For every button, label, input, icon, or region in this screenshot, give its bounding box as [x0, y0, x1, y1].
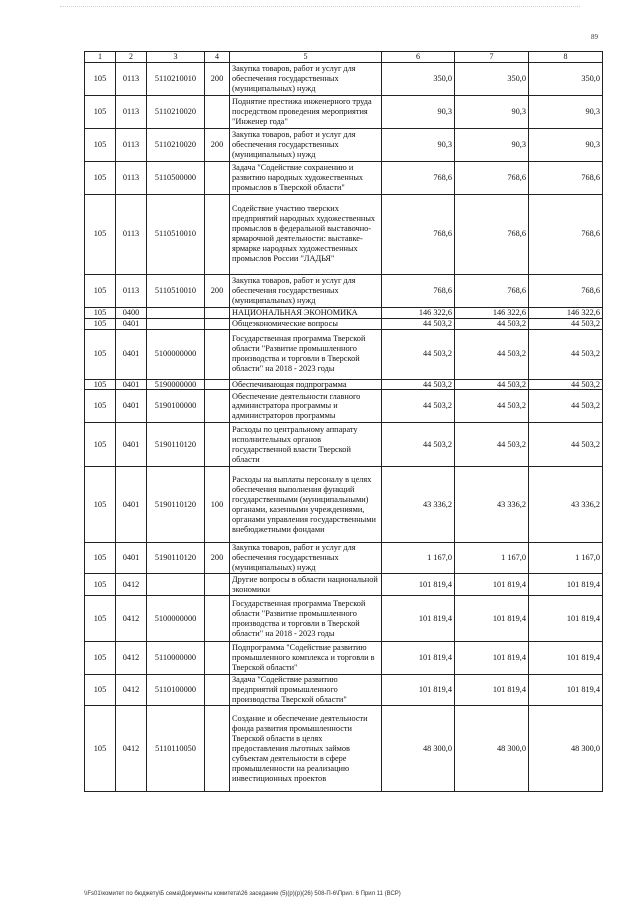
code-expense-cell	[205, 574, 230, 596]
value-col7-cell: 101 819,4	[455, 596, 529, 642]
header-cell: 3	[147, 52, 205, 63]
code-section-cell: 0412	[116, 706, 147, 792]
file-path-footer: \\Fs01\комитет по бюджету\Б сема\Документы комитета\26 заседание (5)(р)(р)(26) 508-П-6\Прил. 6 Прил 11 (ВСР)	[84, 891, 401, 897]
code-chapter-cell: 105	[85, 307, 116, 318]
code-target-cell: 5110210010	[147, 62, 205, 95]
code-section-cell: 0113	[116, 62, 147, 95]
description-cell: Обеспечение деятельности главного администратора программы и администраторов программы	[230, 390, 382, 423]
description-cell: Закупка товаров, работ и услуг для обеспечения государственных (муниципальных) нужд	[230, 62, 382, 95]
value-col8-cell: 90,3	[529, 95, 603, 128]
code-target-cell: 5110110050	[147, 706, 205, 792]
code-target-cell: 5110500000	[147, 161, 205, 194]
header-cell: 8	[529, 52, 603, 63]
value-col7-cell: 101 819,4	[455, 574, 529, 596]
value-col6-cell: 768,6	[382, 194, 455, 274]
code-expense-cell	[205, 596, 230, 642]
value-col6-cell: 350,0	[382, 62, 455, 95]
value-col7-cell: 90,3	[455, 128, 529, 161]
table-row	[85, 423, 603, 467]
code-section-cell: 0401	[116, 318, 147, 329]
code-chapter-cell: 105	[85, 706, 116, 792]
code-section-cell: 0401	[116, 329, 147, 379]
description-cell: Задача "Содействие развитию предприятий промышленного производства Тверской области"	[230, 675, 382, 706]
code-chapter-cell: 105	[85, 423, 116, 467]
value-col7-cell: 1 167,0	[455, 543, 529, 574]
code-chapter-cell: 105	[85, 274, 116, 307]
value-col8-cell: 146 322,6	[529, 307, 603, 318]
value-col6-cell: 44 503,2	[382, 390, 455, 423]
code-chapter-cell: 105	[85, 62, 116, 95]
table-row	[85, 161, 603, 194]
code-expense-cell: 100	[205, 467, 230, 543]
code-expense-cell: 200	[205, 274, 230, 307]
description-cell: Содействие участию тверских предприятий народных художественных промыслов в федеральной выставочно-ярмарочной деятельности: выставке-ярмарке народных художественных промыслов России "ЛАДЬЯ"	[230, 194, 382, 274]
description-cell: Расходы на выплаты персоналу в целях обеспечения выполнения функций государственными (муниципальными) органами, казенными учреждениями, органами управления государственными внебюджетными фондами	[230, 467, 382, 543]
code-section-cell: 0412	[116, 675, 147, 706]
header-cell: 6	[382, 52, 455, 63]
code-chapter-cell: 105	[85, 596, 116, 642]
value-col7-cell: 768,6	[455, 161, 529, 194]
code-section-cell: 0113	[116, 95, 147, 128]
code-section-cell: 0401	[116, 543, 147, 574]
header-cell: 2	[116, 52, 147, 63]
description-cell: Государственная программа Тверской области "Развитие промышленного производства и торговли в Тверской области" на 2018 - 2023 годы	[230, 596, 382, 642]
value-col8-cell: 101 819,4	[529, 596, 603, 642]
table-row	[85, 574, 603, 596]
table-row	[85, 307, 603, 318]
value-col6-cell: 768,6	[382, 274, 455, 307]
value-col6-cell: 101 819,4	[382, 675, 455, 706]
code-expense-cell: 200	[205, 543, 230, 574]
value-col7-cell: 90,3	[455, 95, 529, 128]
value-col8-cell: 44 503,2	[529, 423, 603, 467]
code-section-cell: 0412	[116, 596, 147, 642]
code-target-cell: 5110510010	[147, 194, 205, 274]
description-cell: Расходы по центральному аппарату исполнительных органов государственной власти Тверской области	[230, 423, 382, 467]
value-col8-cell: 768,6	[529, 194, 603, 274]
table-row	[85, 675, 603, 706]
code-chapter-cell: 105	[85, 318, 116, 329]
value-col8-cell: 90,3	[529, 128, 603, 161]
value-col8-cell: 101 819,4	[529, 574, 603, 596]
description-cell: Подпрограмма "Содействие развитию промышленного комплекса и торговли в Тверской области"	[230, 642, 382, 675]
code-chapter-cell: 105	[85, 390, 116, 423]
description-cell: Общеэкономические вопросы	[230, 318, 382, 329]
value-col7-cell: 350,0	[455, 62, 529, 95]
value-col6-cell: 768,6	[382, 161, 455, 194]
code-target-cell: 5190110120	[147, 423, 205, 467]
value-col7-cell: 101 819,4	[455, 642, 529, 675]
value-col6-cell: 44 503,2	[382, 318, 455, 329]
table-row	[85, 379, 603, 390]
code-expense-cell	[205, 161, 230, 194]
value-col6-cell: 101 819,4	[382, 574, 455, 596]
code-chapter-cell: 105	[85, 467, 116, 543]
description-cell: Государственная программа Тверской области "Развитие промышленного производства и торговли в Тверской области" на 2018 - 2023 годы	[230, 329, 382, 379]
code-target-cell: 5190110120	[147, 543, 205, 574]
code-chapter-cell: 105	[85, 95, 116, 128]
code-target-cell	[147, 574, 205, 596]
code-chapter-cell: 105	[85, 642, 116, 675]
table-row	[85, 329, 603, 379]
code-section-cell: 0113	[116, 274, 147, 307]
code-target-cell: 5110510010	[147, 274, 205, 307]
value-col6-cell: 48 300,0	[382, 706, 455, 792]
code-chapter-cell: 105	[85, 128, 116, 161]
value-col7-cell: 44 503,2	[455, 423, 529, 467]
page-number: 89	[591, 33, 598, 41]
value-col6-cell: 44 503,2	[382, 329, 455, 379]
value-col7-cell: 44 503,2	[455, 390, 529, 423]
value-col7-cell: 44 503,2	[455, 379, 529, 390]
description-cell: Создание и обеспечение деятельности фонда развития промышленности Тверской области в целях предоставления льготных займов субъектам деятельности в сфере промышленности на реализацию инвестиционных проектов	[230, 706, 382, 792]
value-col6-cell: 101 819,4	[382, 642, 455, 675]
table-row	[85, 274, 603, 307]
table-row	[85, 194, 603, 274]
value-col7-cell: 43 336,2	[455, 467, 529, 543]
code-target-cell: 5100000000	[147, 329, 205, 379]
code-section-cell: 0401	[116, 379, 147, 390]
table-row	[85, 596, 603, 642]
description-cell: Задача "Содействие сохранению и развитию народных художественных промыслов в Тверской области"	[230, 161, 382, 194]
value-col7-cell: 48 300,0	[455, 706, 529, 792]
value-col6-cell: 90,3	[382, 128, 455, 161]
value-col8-cell: 350,0	[529, 62, 603, 95]
value-col6-cell: 1 167,0	[382, 543, 455, 574]
table-row	[85, 62, 603, 95]
table-row	[85, 128, 603, 161]
table-row	[85, 642, 603, 675]
value-col6-cell: 44 503,2	[382, 379, 455, 390]
value-col7-cell: 146 322,6	[455, 307, 529, 318]
table-row	[85, 467, 603, 543]
code-chapter-cell: 105	[85, 194, 116, 274]
value-col8-cell: 44 503,2	[529, 329, 603, 379]
description-cell: Поднятие престижа инженерного труда посредством проведения мероприятия "Инженер года"	[230, 95, 382, 128]
code-expense-cell	[205, 390, 230, 423]
code-target-cell	[147, 318, 205, 329]
code-target-cell: 5190110120	[147, 467, 205, 543]
value-col7-cell: 768,6	[455, 274, 529, 307]
code-expense-cell	[205, 706, 230, 792]
value-col6-cell: 44 503,2	[382, 423, 455, 467]
code-chapter-cell: 105	[85, 329, 116, 379]
code-expense-cell	[205, 95, 230, 128]
header-cell: 4	[205, 52, 230, 63]
description-cell: Другие вопросы в области национальной экономики	[230, 574, 382, 596]
value-col8-cell: 101 819,4	[529, 675, 603, 706]
table-row	[85, 318, 603, 329]
code-expense-cell	[205, 642, 230, 675]
code-expense-cell: 200	[205, 62, 230, 95]
code-expense-cell	[205, 675, 230, 706]
code-expense-cell	[205, 307, 230, 318]
value-col7-cell: 768,6	[455, 194, 529, 274]
code-chapter-cell: 105	[85, 574, 116, 596]
code-chapter-cell: 105	[85, 543, 116, 574]
value-col8-cell: 48 300,0	[529, 706, 603, 792]
table-row	[85, 95, 603, 128]
value-col8-cell: 44 503,2	[529, 390, 603, 423]
value-col8-cell: 1 167,0	[529, 543, 603, 574]
code-section-cell: 0113	[116, 161, 147, 194]
table-row	[85, 706, 603, 792]
code-section-cell: 0401	[116, 390, 147, 423]
header-cell: 7	[455, 52, 529, 63]
code-target-cell: 5110210020	[147, 128, 205, 161]
code-section-cell: 0400	[116, 307, 147, 318]
code-expense-cell	[205, 318, 230, 329]
table-row	[85, 390, 603, 423]
description-cell: НАЦИОНАЛЬНАЯ ЭКОНОМИКА	[230, 307, 382, 318]
value-col8-cell: 768,6	[529, 161, 603, 194]
code-target-cell: 5110210020	[147, 95, 205, 128]
description-cell: Закупка товаров, работ и услуг для обеспечения государственных (муниципальных) нужд	[230, 274, 382, 307]
budget-table	[84, 51, 603, 792]
code-section-cell: 0401	[116, 423, 147, 467]
code-chapter-cell: 105	[85, 675, 116, 706]
value-col6-cell: 146 322,6	[382, 307, 455, 318]
value-col7-cell: 101 819,4	[455, 675, 529, 706]
value-col8-cell: 44 503,2	[529, 318, 603, 329]
code-section-cell: 0412	[116, 642, 147, 675]
description-cell: Обеспечивающая подпрограмма	[230, 379, 382, 390]
code-expense-cell	[205, 329, 230, 379]
value-col7-cell: 44 503,2	[455, 318, 529, 329]
code-chapter-cell: 105	[85, 161, 116, 194]
code-section-cell: 0113	[116, 128, 147, 161]
code-expense-cell	[205, 423, 230, 467]
value-col8-cell: 768,6	[529, 274, 603, 307]
code-target-cell: 5190100000	[147, 390, 205, 423]
table-row	[85, 543, 603, 574]
code-expense-cell	[205, 194, 230, 274]
value-col6-cell: 90,3	[382, 95, 455, 128]
value-col7-cell: 44 503,2	[455, 329, 529, 379]
value-col6-cell: 43 336,2	[382, 467, 455, 543]
value-col8-cell: 101 819,4	[529, 642, 603, 675]
code-target-cell: 5110100000	[147, 675, 205, 706]
code-section-cell: 0412	[116, 574, 147, 596]
code-chapter-cell: 105	[85, 379, 116, 390]
description-cell: Закупка товаров, работ и услуг для обеспечения государственных (муниципальных) нужд	[230, 543, 382, 574]
header-cell: 5	[230, 52, 382, 63]
code-expense-cell: 200	[205, 128, 230, 161]
code-target-cell: 5100000000	[147, 596, 205, 642]
code-section-cell: 0113	[116, 194, 147, 274]
value-col8-cell: 43 336,2	[529, 467, 603, 543]
code-target-cell	[147, 307, 205, 318]
code-target-cell: 5190000000	[147, 379, 205, 390]
value-col8-cell: 44 503,2	[529, 379, 603, 390]
table-header-row	[85, 52, 603, 63]
code-target-cell: 5110000000	[147, 642, 205, 675]
code-section-cell: 0401	[116, 467, 147, 543]
value-col6-cell: 101 819,4	[382, 596, 455, 642]
scan-artifact-line	[60, 6, 580, 8]
code-expense-cell	[205, 379, 230, 390]
description-cell: Закупка товаров, работ и услуг для обеспечения государственных (муниципальных) нужд	[230, 128, 382, 161]
header-cell: 1	[85, 52, 116, 63]
